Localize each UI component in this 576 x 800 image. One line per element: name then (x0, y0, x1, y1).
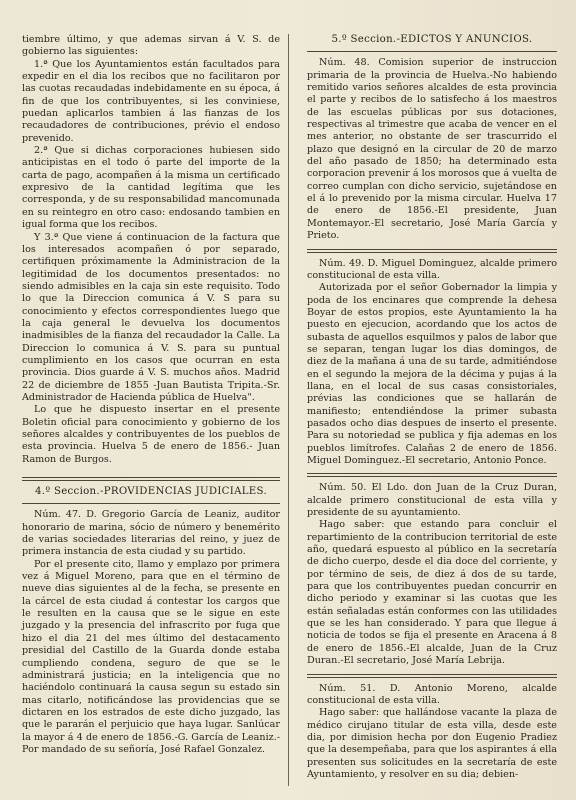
notice-47-header: Núm. 47. D. Gregorio García de Leaniz, auditor honorario de marina, sócio de número y benemérito de varias sociedades literarias del reino, y juez de primera instancia de esta ciudad y su partido. (22, 509, 280, 558)
paragraph-rule-3: Y 3.ª Que viene á continuacion de la factura que los interesados acompañen ó por separado, certifiquen próximamente la Administracion de la legitimidad de los documentos presentados: no siendo admisibles en la caja sin este requisito. Todo lo que la Direccion comunica á V. S para su conocimiento y efectos correspondientes luego que la caja general le devuelva los documentos inadmisibles de la fianza del recaudador la Calle. La Direccion lo comunica á V. S. para su puntual cumplimiento en los casos que ocurran en esta provincia. Dios guarde á V. S. muchos años. Madrid 22 de diciembre de 1855 -Juan Bautista Tripita.-Sr. Administrador de Hacienda pública de Huelva". (22, 231, 280, 403)
notice-divider (307, 473, 557, 477)
notice-49-header: Núm. 49. D. Miguel Dominguez, alcalde primero constitucional de esta villa. (307, 257, 557, 281)
notice-51-header: Núm. 51. D. Antonio Moreno, alcalde constitucional de esta villa. (307, 682, 557, 706)
paragraph-rule-2: 2.ª Que si dichas corporaciones hubiesen sido anticipistas en el todo ó parte del importe de la carta de pago, acompañen á la misma un certificado expresivo de la cantidad legítima que les corresponda, y de su responsabilidad mancomunada en su reintegro en otro caso: endosando tambien en igual forma que los recibos. (22, 145, 280, 231)
notice-48-body: Núm. 48. Comision superior de instruccion primaria de la provincia de Huelva.-No habiendo remitido varios señores alcaldes de esta provincia el parte y recibos de lo satisfecho á los maestros de las escuelas públicas por sus dotaciones, respectivas al trimestre que acaba de vencer en el mes anterior, no obstante de ser trascurrido el plazo que designó en la circular de 20 de marzo del año pasado de 1850; ha determinado esta corporacion prevenir á los morosos que á vuelta de correo cumplan con dicho servicio, sujetándose en el á lo prevenido por la misma circular. Huelva 17 de enero de 1856.-El presidente, Juan Montemayor.-El secretario, José María García y Prieto. (307, 57, 557, 242)
section-4-rule (22, 503, 280, 504)
column-divider (288, 34, 289, 786)
notice-50-header: Núm. 50. El Ldo. don Juan de la Cruz Duran, alcalde primero constitucional de esta villa y presidente de su ayuntamiento. (307, 482, 557, 519)
section-5-heading: 5.º Seccion.-EDICTOS Y ANUNCIOS. (331, 34, 533, 45)
right-column (307, 34, 557, 781)
notice-divider (307, 249, 557, 253)
notice-47-body: Por el presente cito, llamo y emplazo por primera vez á Miguel Moreno, para que en el término de nueve dias siguientes al de la fecha, se presente en la cárcel de esta ciudad á contestar los cargos que le resulten en la causa que se le sigue en este juzgado y la presencia del infrascrito por fuga que hizo el dia 21 del mes último del destacamento presidial del Castillo de la Guarda donde estaba cumpliendo condena, seguro de que se le administrará justicia; en la inteligencia que no haciéndolo continuará la causa segun su estado sin mas citarlo, notificándose las providencias que se dictaren en los estrados de este dicho juzgado, las que le pararán el perjuicio que haya lugar. Sanlúcar la mayor á 4 de enero de 1856.-G. García de Leaniz.-Por mandado de su señoría, José Rafael Gonzalez. (22, 558, 280, 755)
section-4-heading: 4.º Seccion.-PROVIDENCIAS JUDICIALES. (35, 486, 267, 498)
spacer (22, 466, 280, 471)
notice-50-body: Hago saber: que estando para concluir el repartimiento de la contribucion territorial de este año, quedará espuesto al público en la secretaría de dicho cuerpo, desde el dia doce del corriente, y por término de seis, de diez á dos de su tarde, para que los contribuyentes puedan concurrir en dicho periodo y examinar si las cuotas que les están señaladas están conformes con las utilidades que se les han considerado. Y para que llegue á noticia de todos se fija el presente en Aracena á 8 de enero de 1856.-El alcalde, Juan de la Cruz Duran.-El secretario, José María Lebrija. (307, 519, 557, 667)
section-divider (22, 477, 280, 481)
left-column (22, 34, 280, 756)
paragraph-publication-note: Lo que he dispuesto insertar en el presente Boletin oficial para conocimiento y gobierno de los señores alcaldes y contribuyentes de los pueblos de esta provincia. Huelva 5 de enero de 1856.- Juan Ramon de Burgos. (22, 404, 280, 465)
notice-49-body: Autorizada por el señor Gobernador la limpia y poda de los encinares que comprende la dehesa Boyar de estos propios, este Ayuntamiento la ha puesto en ejecucion, acordando que los actos de subasta de aquellos esquilmos y palos de labor que se separan, tengan lugar los dias domingos, de diez de la mañana á una de su tarde, admitiéndose en el segundo la mejora de la décima y pujas á la llana, en el local de sus casas consistoriales, prévias las condiciones que se hallarán de manifiesto; entendiéndose la primer subasta pasados ocho dias despues de inserto el presente. Para su notoriedad se publica y fija ademas en los pueblos limítrofes. Calañas 2 de enero de 1856. Miguel Dominguez.-El secretario, Antonio Ponce. (307, 282, 557, 466)
notice-divider (307, 674, 557, 678)
paragraph-continuation: tiembre último, y que ademas sirvan á V. S. de gobierno las siguientes: (22, 34, 280, 58)
notice-51-body: Hago saber: que hallándose vacante la plaza de médico cirujano titular de esta villa, desde este dia, por dimision hecha por don Eugenio Pradiez que la desempeñaba, para que los aspirantes á ella presenten sus solicitudes en la secretaría de este Ayuntamiento, y resolver en su dia; debien- (307, 707, 557, 780)
section-5-rule (307, 51, 557, 52)
paragraph-rule-1: 1.ª Que los Ayuntamientos están facultados para expedir en el dia los recibos que no facilitaron por las cuotas recaudadas indebidamente en su época, á fin de que los contribuyentes, si les conviniese, puedan aplicarlos tambien á las fianzas de los recaudadores de contribuciones, prévio el endoso prevenido. (22, 58, 280, 144)
